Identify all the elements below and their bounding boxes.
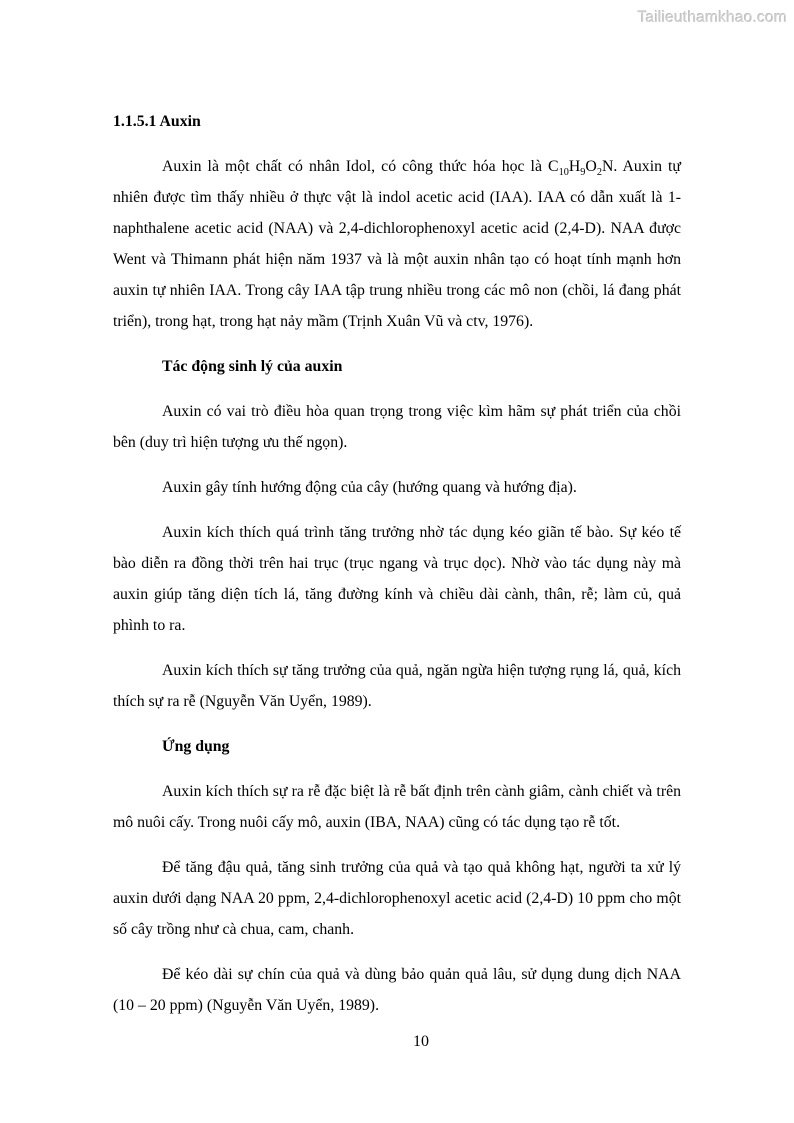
paragraph-treatment-dosage: Để tăng đậu quả, tăng sinh trưởng của quả và tạo quả không hạt, người ta xử lý auxin dưới dạng NAA 20 ppm, 2,4-dichlorophenoxyl acetic acid (2,4-D) 10 ppm cho một số cây trồng như cà chua, cam, chanh.	[113, 859, 681, 938]
document-content	[113, 106, 681, 1035]
page-number: 10	[413, 1033, 429, 1050]
paragraph-apical-dominance: Auxin có vai trò điều hòa quan trọng trong việc kìm hãm sự phát triển của chồi bên (duy trì hiện tượng ưu thế ngọn).	[113, 403, 681, 451]
formula-o: O	[585, 158, 597, 175]
section-heading-auxin: 1.1.5.1 Auxin	[113, 113, 201, 130]
subheading-application: Ứng dụng	[162, 738, 230, 755]
formula-subscript-10: 10	[558, 167, 569, 179]
watermark-text: Tailieuthamkhao.com	[637, 9, 787, 26]
paragraph-rooting: Auxin kích thích sự ra rễ đặc biệt là rễ bất định trên cành giâm, cành chiết và trên mô nuôi cấy. Trong nuôi cấy mô, auxin (IBA, NAA) cũng có tác dụng tạo rễ tốt.	[113, 783, 681, 831]
paragraph-fruit-growth: Auxin kích thích sự tăng trưởng của quả, ngăn ngừa hiện tượng rụng lá, quả, kích thích sự ra rễ (Nguyễn Văn Uyển, 1989).	[113, 662, 681, 710]
subheading-physiology: Tác động sinh lý của auxin	[162, 358, 343, 375]
formula-h: H	[568, 158, 581, 175]
paragraph-ripening-preservation: Để kéo dài sự chín của quả và dùng bảo quản quả lâu, sử dụng dung dịch NAA (10 – 20 ppm) (Nguyễn Văn Uyển, 1989).	[113, 966, 681, 1014]
formula-subscript-9: 9	[580, 167, 586, 179]
paragraph-cell-growth: Auxin kích thích quá trình tăng trưởng nhờ tác dụng kéo giãn tế bào. Sự kéo tế bào diễn ra đồng thời trên hai trục (trục ngang và trục dọc). Nhờ vào tác dụng này mà auxin giúp tăng diện tích lá, tăng đường kính và chiều dài cành, thân, rễ; làm củ, quả phình to ra.	[113, 524, 681, 634]
paragraph-auxin-intro	[113, 151, 681, 337]
intro-text-before-formula: Auxin là một chất có nhân Idol, có công thức hóa học là C	[162, 158, 559, 175]
formula-subscript-2: 2	[596, 167, 602, 179]
intro-text-after-formula: N. Auxin tự nhiên được tìm thấy nhiều ở thực vật là indol acetic acid (IAA). IAA có dẫn xuất là 1-naphthalene acetic acid (NAA) và 2,4-dichlorophenoxyl acetic acid (2,4-D). NAA được Went và Thimann phát hiện năm 1937 và là một auxin nhân tạo có hoạt tính mạnh hơn auxin tự nhiên IAA. Trong cây IAA tập trung nhiều trong các mô non (chồi, lá đang phát triển), trong hạt, trong hạt nảy mầm (Trịnh Xuân Vũ và ctv, 1976).	[113, 158, 681, 330]
paragraph-tropism: Auxin gây tính hướng động của cây (hướng quang và hướng địa).	[162, 479, 577, 496]
